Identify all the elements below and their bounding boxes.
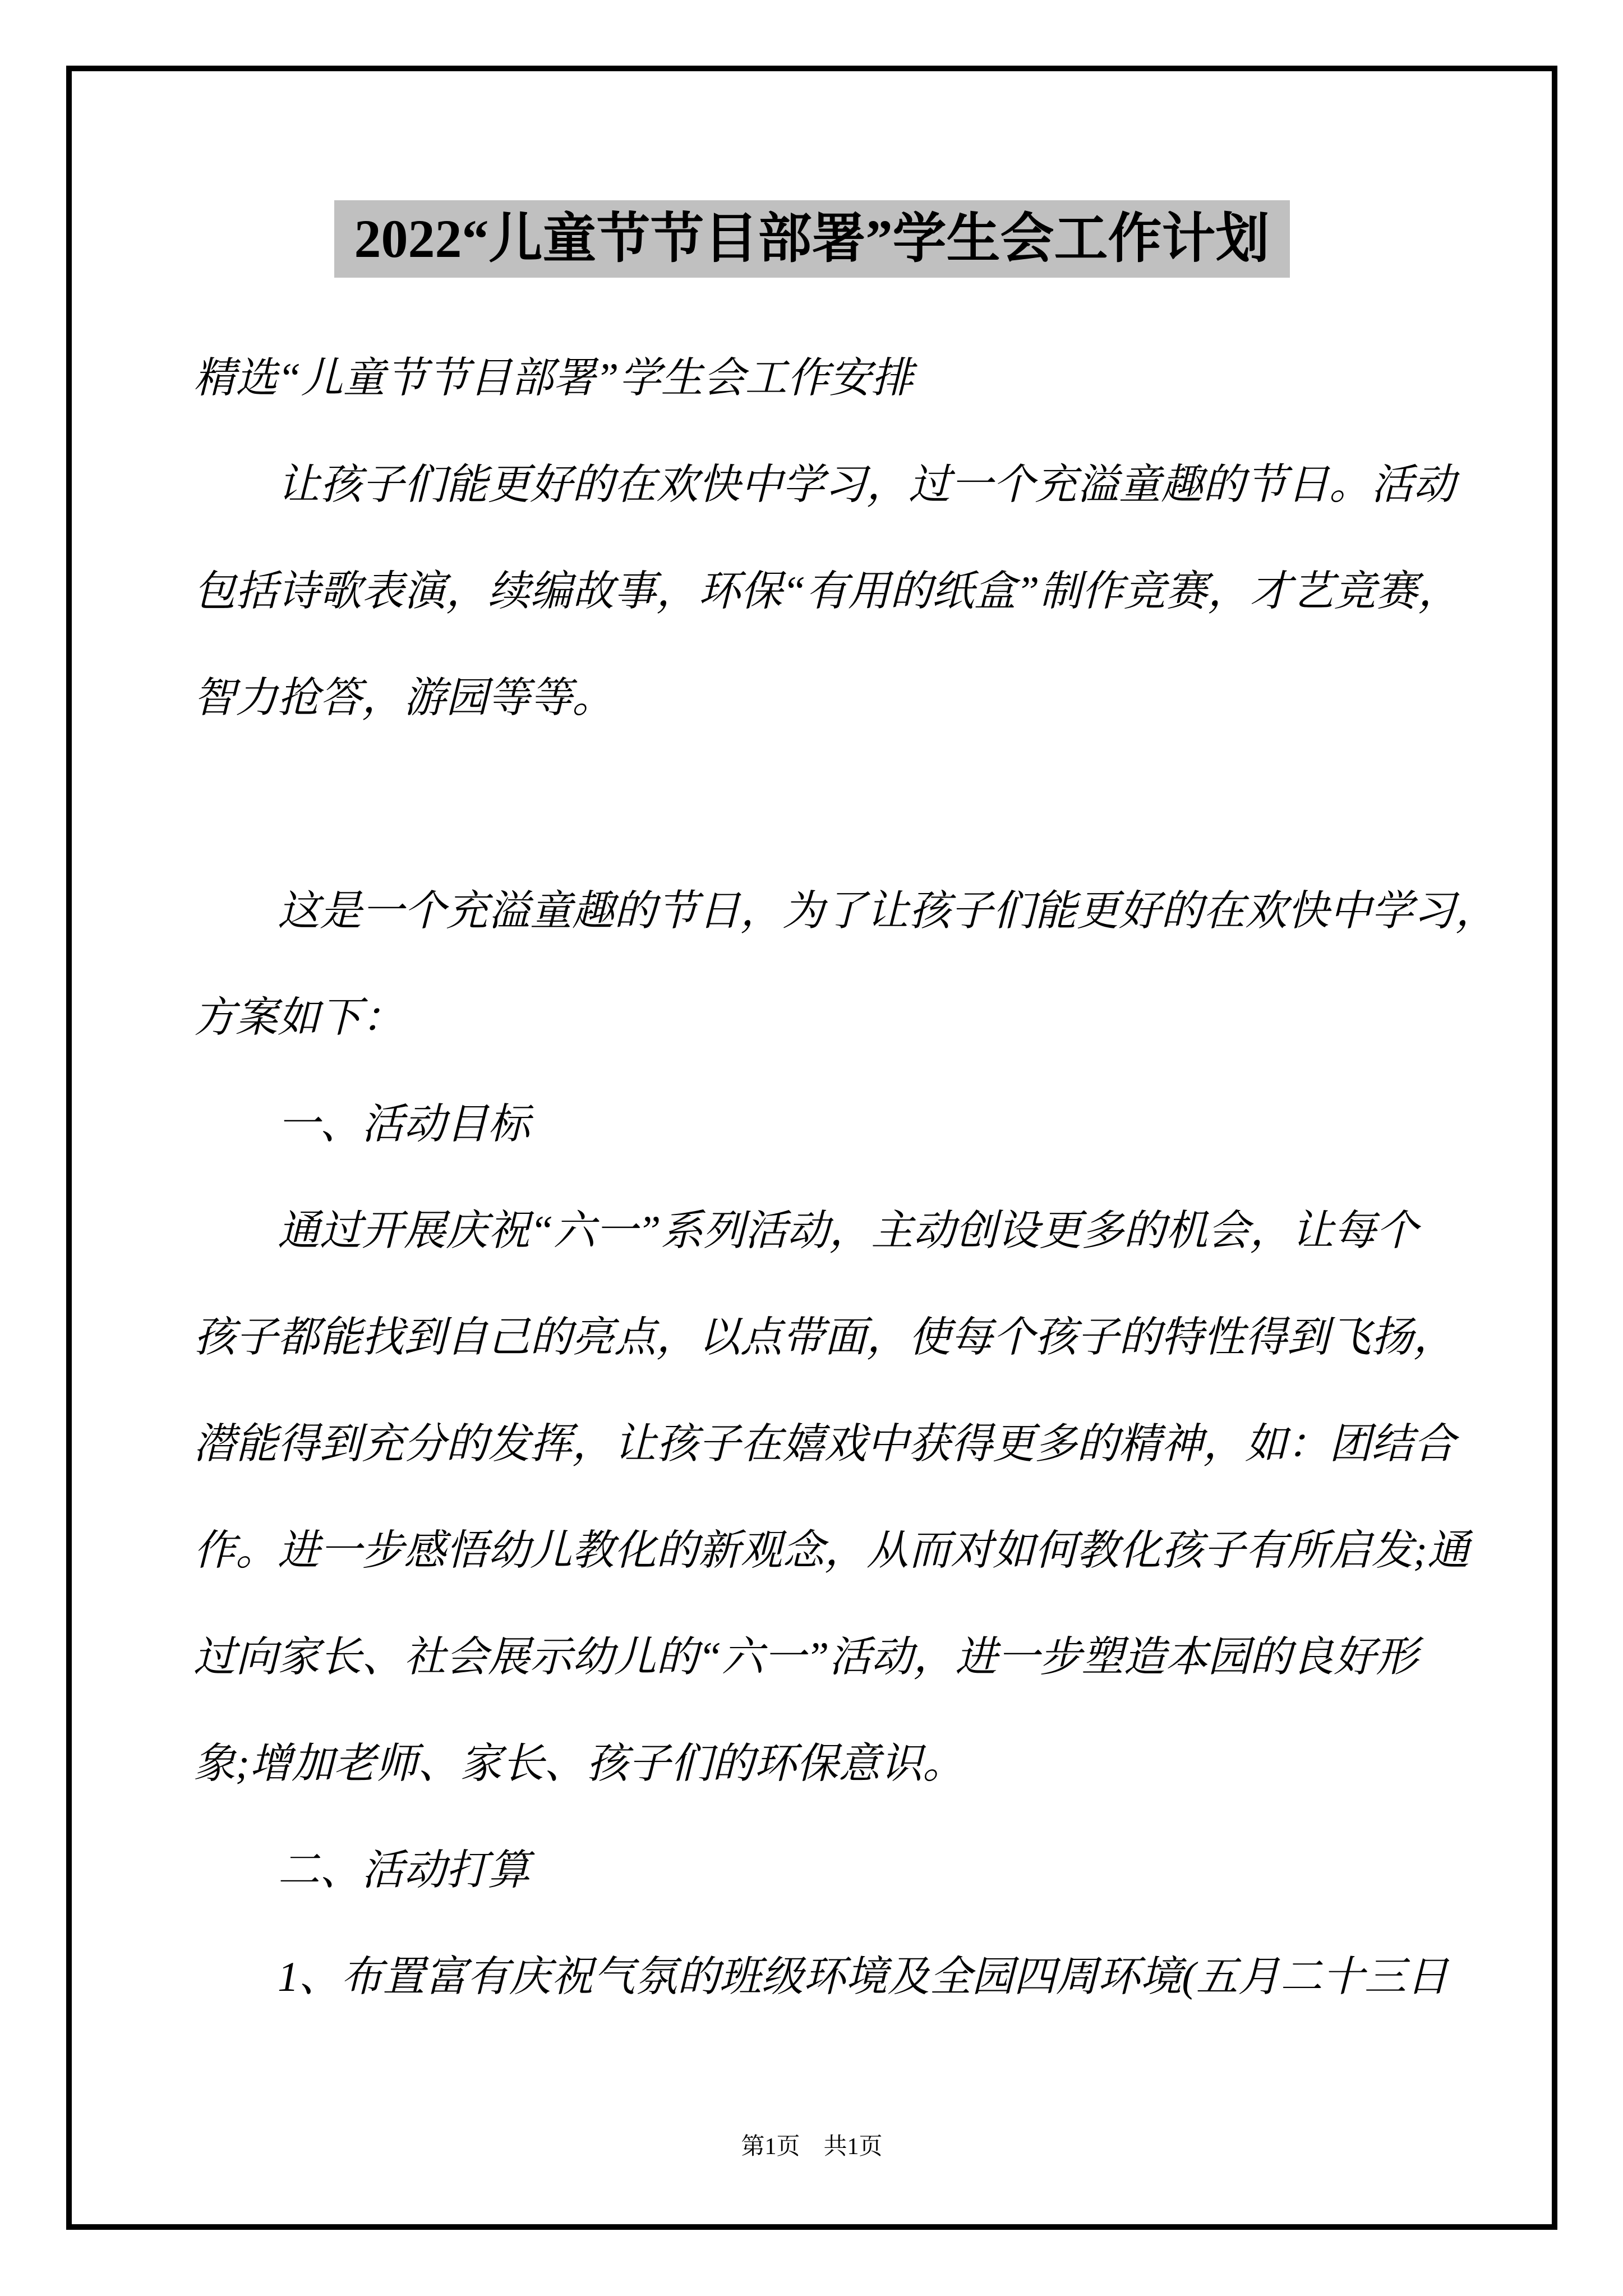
- body-line-empty: [193, 752, 1518, 858]
- page-number-footer: 第1页 共1页: [741, 2134, 883, 2160]
- body-line: 过向家长、社会展示幼儿的“六一”活动，进一步塑造本园的良好形: [193, 1634, 1418, 1681]
- document-page: [66, 66, 1557, 2230]
- title-row: [72, 200, 1552, 278]
- body-line: 潜能得到充分的发挥，让孩子在嬉戏中获得更多的精神，如：团结合: [193, 1421, 1456, 1467]
- page-title: 2022“儿童节节目部署”学生会工作计划: [334, 200, 1290, 278]
- body-line: 包括诗歌表演，续编故事，环保“有用的纸盒”制作竞赛，才艺竞赛，: [193, 568, 1460, 615]
- body-line: 方案如下：: [193, 995, 404, 1041]
- body-line-heading: 一、活动目标: [193, 1101, 531, 1148]
- body-line: 1、布置富有庆祝气氛的班级环境及全园四周环境(五月二十三日: [193, 1954, 1449, 2000]
- body-line: 孩子都能找到自己的亮点，以点带面，使每个孩子的特性得到飞扬，: [193, 1314, 1456, 1361]
- body-line: 象;增加老师、家长、孩子们的环保意识。: [193, 1741, 965, 1787]
- body-line: 通过开展庆祝“六一”系列活动，主动创设更多的机会，让每个: [193, 1208, 1418, 1254]
- body-line: 智力抢答，游园等等。: [193, 675, 615, 721]
- body-line: 作。进一步感悟幼儿教化的新观念，从而对如何教化孩子有所启发;通: [193, 1527, 1469, 1574]
- body-line: 这是一个充溢童趣的节日，为了让孩子们能更好的在欢快中学习，: [193, 888, 1498, 935]
- document-body: [193, 325, 1518, 2031]
- body-line: 精选“儿童节节目部署”学生会工作安排: [193, 355, 914, 402]
- body-line: 让孩子们能更好的在欢快中学习，过一个充溢童趣的节日。活动: [193, 462, 1456, 508]
- body-line-heading: 二、活动打算: [193, 1847, 531, 1894]
